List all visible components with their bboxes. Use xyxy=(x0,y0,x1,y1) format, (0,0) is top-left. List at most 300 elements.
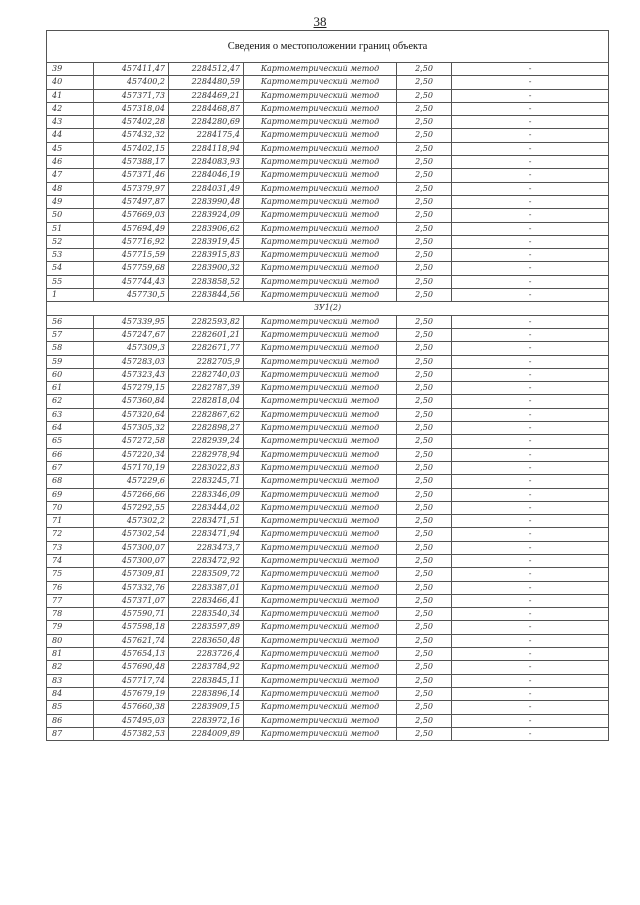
table-row xyxy=(47,568,609,581)
y-coordinate: 2283909,15 xyxy=(169,701,244,714)
x-coordinate: 457371,46 xyxy=(94,169,169,182)
y-coordinate: 2282867,62 xyxy=(169,408,244,421)
y-coordinate: 2283844,56 xyxy=(169,289,244,302)
table-row xyxy=(47,355,609,368)
method: Картометрический метод xyxy=(244,129,397,142)
point-number: 58 xyxy=(47,342,94,355)
y-coordinate: 2282787,39 xyxy=(169,382,244,395)
y-coordinate: 2283924,09 xyxy=(169,209,244,222)
accuracy: 2,50 xyxy=(397,488,452,501)
x-coordinate: 457339,95 xyxy=(94,315,169,328)
method: Картометрический метод xyxy=(244,422,397,435)
y-coordinate: 2284009,89 xyxy=(169,727,244,740)
method: Картометрический метод xyxy=(244,501,397,514)
y-coordinate: 2284468,87 xyxy=(169,102,244,115)
point-number: 52 xyxy=(47,235,94,248)
method: Картометрический метод xyxy=(244,674,397,687)
x-coordinate: 457590,71 xyxy=(94,608,169,621)
method: Картометрический метод xyxy=(244,727,397,740)
description: - xyxy=(452,169,609,182)
description: - xyxy=(452,102,609,115)
y-coordinate: 2284046,19 xyxy=(169,169,244,182)
accuracy: 2,50 xyxy=(397,674,452,687)
point-number: 55 xyxy=(47,275,94,288)
table-row xyxy=(47,382,609,395)
y-coordinate: 2283346,09 xyxy=(169,488,244,501)
method: Картометрический метод xyxy=(244,488,397,501)
table-row xyxy=(47,315,609,328)
description: - xyxy=(452,249,609,262)
point-number: 47 xyxy=(47,169,94,182)
y-coordinate: 2283906,62 xyxy=(169,222,244,235)
table-row xyxy=(47,714,609,727)
accuracy: 2,50 xyxy=(397,408,452,421)
point-number: 51 xyxy=(47,222,94,235)
section-row xyxy=(47,302,609,315)
method: Картометрический метод xyxy=(244,714,397,727)
point-number: 49 xyxy=(47,195,94,208)
description: - xyxy=(452,129,609,142)
table-row xyxy=(47,395,609,408)
x-coordinate: 457669,03 xyxy=(94,209,169,222)
table-row xyxy=(47,235,609,248)
method: Картометрический метод xyxy=(244,608,397,621)
method: Картометрический метод xyxy=(244,342,397,355)
description: - xyxy=(452,275,609,288)
table-row xyxy=(47,727,609,740)
accuracy: 2,50 xyxy=(397,448,452,461)
x-coordinate: 457300,07 xyxy=(94,541,169,554)
accuracy: 2,50 xyxy=(397,89,452,102)
y-coordinate: 2282740,03 xyxy=(169,368,244,381)
section-label: ЗУ1(2) xyxy=(47,302,609,315)
accuracy: 2,50 xyxy=(397,541,452,554)
x-coordinate: 457272,58 xyxy=(94,435,169,448)
description: - xyxy=(452,554,609,567)
accuracy: 2,50 xyxy=(397,461,452,474)
accuracy: 2,50 xyxy=(397,568,452,581)
method: Картометрический метод xyxy=(244,328,397,341)
point-number: 39 xyxy=(47,63,94,76)
y-coordinate: 2283900,32 xyxy=(169,262,244,275)
description: - xyxy=(452,315,609,328)
x-coordinate: 457660,38 xyxy=(94,701,169,714)
x-coordinate: 457302,54 xyxy=(94,528,169,541)
accuracy: 2,50 xyxy=(397,368,452,381)
description: - xyxy=(452,648,609,661)
accuracy: 2,50 xyxy=(397,714,452,727)
x-coordinate: 457716,92 xyxy=(94,235,169,248)
point-number: 62 xyxy=(47,395,94,408)
table-row xyxy=(47,448,609,461)
description: - xyxy=(452,76,609,89)
table-row xyxy=(47,475,609,488)
table-row xyxy=(47,541,609,554)
y-coordinate: 2282818,04 xyxy=(169,395,244,408)
description: - xyxy=(452,461,609,474)
description: - xyxy=(452,528,609,541)
method: Картометрический метод xyxy=(244,63,397,76)
description: - xyxy=(452,661,609,674)
table-row xyxy=(47,435,609,448)
accuracy: 2,50 xyxy=(397,116,452,129)
x-coordinate: 457292,55 xyxy=(94,501,169,514)
page-number: 38 xyxy=(313,14,327,29)
point-number: 72 xyxy=(47,528,94,541)
x-coordinate: 457379,97 xyxy=(94,182,169,195)
table-row xyxy=(47,169,609,182)
point-number: 79 xyxy=(47,621,94,634)
y-coordinate: 2283726,4 xyxy=(169,648,244,661)
accuracy: 2,50 xyxy=(397,608,452,621)
y-coordinate: 2283896,14 xyxy=(169,687,244,700)
x-coordinate: 457402,28 xyxy=(94,116,169,129)
accuracy: 2,50 xyxy=(397,661,452,674)
accuracy: 2,50 xyxy=(397,687,452,700)
accuracy: 2,50 xyxy=(397,102,452,115)
x-coordinate: 457309,3 xyxy=(94,342,169,355)
method: Картометрический метод xyxy=(244,209,397,222)
point-number: 71 xyxy=(47,515,94,528)
point-number: 74 xyxy=(47,554,94,567)
point-number: 40 xyxy=(47,76,94,89)
description: - xyxy=(452,727,609,740)
point-number: 57 xyxy=(47,328,94,341)
y-coordinate: 2284280,69 xyxy=(169,116,244,129)
method: Картометрический метод xyxy=(244,142,397,155)
table-title-row xyxy=(47,31,609,63)
description: - xyxy=(452,262,609,275)
table-row xyxy=(47,275,609,288)
accuracy: 2,50 xyxy=(397,342,452,355)
y-coordinate: 2282978,94 xyxy=(169,448,244,461)
description: - xyxy=(452,382,609,395)
y-coordinate: 2282593,82 xyxy=(169,315,244,328)
method: Картометрический метод xyxy=(244,621,397,634)
description: - xyxy=(452,475,609,488)
point-number: 70 xyxy=(47,501,94,514)
point-number: 1 xyxy=(47,289,94,302)
method: Картометрический метод xyxy=(244,382,397,395)
x-coordinate: 457332,76 xyxy=(94,581,169,594)
y-coordinate: 2283972,16 xyxy=(169,714,244,727)
point-number: 80 xyxy=(47,634,94,647)
accuracy: 2,50 xyxy=(397,422,452,435)
method: Картометрический метод xyxy=(244,368,397,381)
description: - xyxy=(452,634,609,647)
method: Картометрический метод xyxy=(244,701,397,714)
description: - xyxy=(452,608,609,621)
y-coordinate: 2282898,27 xyxy=(169,422,244,435)
table-row xyxy=(47,289,609,302)
method: Картометрический метод xyxy=(244,195,397,208)
accuracy: 2,50 xyxy=(397,355,452,368)
method: Картометрический метод xyxy=(244,594,397,607)
method: Картометрический метод xyxy=(244,395,397,408)
x-coordinate: 457432,32 xyxy=(94,129,169,142)
method: Картометрический метод xyxy=(244,169,397,182)
point-number: 82 xyxy=(47,661,94,674)
point-number: 68 xyxy=(47,475,94,488)
table-row xyxy=(47,342,609,355)
accuracy: 2,50 xyxy=(397,315,452,328)
x-coordinate: 457598,18 xyxy=(94,621,169,634)
method: Картометрический метод xyxy=(244,275,397,288)
y-coordinate: 2283915,83 xyxy=(169,249,244,262)
table-row xyxy=(47,142,609,155)
x-coordinate: 457411,47 xyxy=(94,63,169,76)
description: - xyxy=(452,448,609,461)
method: Картометрический метод xyxy=(244,89,397,102)
point-number: 50 xyxy=(47,209,94,222)
x-coordinate: 457279,15 xyxy=(94,382,169,395)
x-coordinate: 457730,5 xyxy=(94,289,169,302)
y-coordinate: 2283472,92 xyxy=(169,554,244,567)
accuracy: 2,50 xyxy=(397,63,452,76)
method: Картометрический метод xyxy=(244,249,397,262)
method: Картометрический метод xyxy=(244,235,397,248)
table-row xyxy=(47,368,609,381)
point-number: 41 xyxy=(47,89,94,102)
accuracy: 2,50 xyxy=(397,554,452,567)
point-number: 43 xyxy=(47,116,94,129)
point-number: 83 xyxy=(47,674,94,687)
method: Картометрический метод xyxy=(244,262,397,275)
x-coordinate: 457400,2 xyxy=(94,76,169,89)
y-coordinate: 2283471,94 xyxy=(169,528,244,541)
description: - xyxy=(452,142,609,155)
y-coordinate: 2283858,52 xyxy=(169,275,244,288)
table-row xyxy=(47,116,609,129)
x-coordinate: 457690,48 xyxy=(94,661,169,674)
method: Картометрический метод xyxy=(244,554,397,567)
table-row xyxy=(47,195,609,208)
table-row xyxy=(47,102,609,115)
y-coordinate: 2284083,93 xyxy=(169,156,244,169)
y-coordinate: 2283509,72 xyxy=(169,568,244,581)
x-coordinate: 457323,43 xyxy=(94,368,169,381)
x-coordinate: 457220,34 xyxy=(94,448,169,461)
table-row xyxy=(47,249,609,262)
accuracy: 2,50 xyxy=(397,169,452,182)
method: Картометрический метод xyxy=(244,648,397,661)
point-number: 44 xyxy=(47,129,94,142)
y-coordinate: 2284512,47 xyxy=(169,63,244,76)
accuracy: 2,50 xyxy=(397,648,452,661)
description: - xyxy=(452,156,609,169)
accuracy: 2,50 xyxy=(397,222,452,235)
description: - xyxy=(452,395,609,408)
accuracy: 2,50 xyxy=(397,501,452,514)
x-coordinate: 457744,43 xyxy=(94,275,169,288)
method: Картометрический метод xyxy=(244,315,397,328)
y-coordinate: 2283597,89 xyxy=(169,621,244,634)
accuracy: 2,50 xyxy=(397,515,452,528)
description: - xyxy=(452,488,609,501)
point-number: 85 xyxy=(47,701,94,714)
table-row xyxy=(47,594,609,607)
accuracy: 2,50 xyxy=(397,235,452,248)
description: - xyxy=(452,674,609,687)
y-coordinate: 2282601,21 xyxy=(169,328,244,341)
accuracy: 2,50 xyxy=(397,209,452,222)
x-coordinate: 457170,19 xyxy=(94,461,169,474)
method: Картометрический метод xyxy=(244,661,397,674)
description: - xyxy=(452,541,609,554)
table-row xyxy=(47,63,609,76)
accuracy: 2,50 xyxy=(397,395,452,408)
x-coordinate: 457360,84 xyxy=(94,395,169,408)
description: - xyxy=(452,209,609,222)
description: - xyxy=(452,222,609,235)
method: Картометрический метод xyxy=(244,634,397,647)
point-number: 46 xyxy=(47,156,94,169)
point-number: 87 xyxy=(47,727,94,740)
x-coordinate: 457300,07 xyxy=(94,554,169,567)
x-coordinate: 457717,74 xyxy=(94,674,169,687)
point-number: 81 xyxy=(47,648,94,661)
table-row xyxy=(47,701,609,714)
table-row xyxy=(47,648,609,661)
x-coordinate: 457654,13 xyxy=(94,648,169,661)
description: - xyxy=(452,621,609,634)
description: - xyxy=(452,435,609,448)
point-number: 76 xyxy=(47,581,94,594)
x-coordinate: 457402,15 xyxy=(94,142,169,155)
x-coordinate: 457371,73 xyxy=(94,89,169,102)
description: - xyxy=(452,594,609,607)
method: Картометрический метод xyxy=(244,222,397,235)
method: Картометрический метод xyxy=(244,448,397,461)
description: - xyxy=(452,714,609,727)
table-row xyxy=(47,608,609,621)
x-coordinate: 457495,03 xyxy=(94,714,169,727)
accuracy: 2,50 xyxy=(397,621,452,634)
method: Картометрический метод xyxy=(244,182,397,195)
point-number: 75 xyxy=(47,568,94,581)
table-row xyxy=(47,422,609,435)
point-number: 86 xyxy=(47,714,94,727)
description: - xyxy=(452,182,609,195)
y-coordinate: 2282939,24 xyxy=(169,435,244,448)
point-number: 56 xyxy=(47,315,94,328)
description: - xyxy=(452,289,609,302)
accuracy: 2,50 xyxy=(397,142,452,155)
table-row xyxy=(47,461,609,474)
point-number: 54 xyxy=(47,262,94,275)
table-row xyxy=(47,687,609,700)
accuracy: 2,50 xyxy=(397,727,452,740)
table-row xyxy=(47,634,609,647)
description: - xyxy=(452,501,609,514)
description: - xyxy=(452,422,609,435)
x-coordinate: 457247,67 xyxy=(94,328,169,341)
table-row xyxy=(47,222,609,235)
method: Картометрический метод xyxy=(244,515,397,528)
accuracy: 2,50 xyxy=(397,129,452,142)
method: Картометрический метод xyxy=(244,528,397,541)
accuracy: 2,50 xyxy=(397,475,452,488)
y-coordinate: 2283471,51 xyxy=(169,515,244,528)
point-number: 65 xyxy=(47,435,94,448)
accuracy: 2,50 xyxy=(397,76,452,89)
y-coordinate: 2283540,34 xyxy=(169,608,244,621)
table-row xyxy=(47,156,609,169)
y-coordinate: 2283466,41 xyxy=(169,594,244,607)
method: Картометрический метод xyxy=(244,475,397,488)
method: Картометрический метод xyxy=(244,687,397,700)
y-coordinate: 2283387,01 xyxy=(169,581,244,594)
description: - xyxy=(452,116,609,129)
point-number: 60 xyxy=(47,368,94,381)
x-coordinate: 457694,49 xyxy=(94,222,169,235)
table-row xyxy=(47,182,609,195)
point-number: 61 xyxy=(47,382,94,395)
point-number: 77 xyxy=(47,594,94,607)
table-row xyxy=(47,76,609,89)
table-row xyxy=(47,661,609,674)
accuracy: 2,50 xyxy=(397,182,452,195)
description: - xyxy=(452,63,609,76)
accuracy: 2,50 xyxy=(397,195,452,208)
method: Картометрический метод xyxy=(244,408,397,421)
accuracy: 2,50 xyxy=(397,262,452,275)
description: - xyxy=(452,89,609,102)
y-coordinate: 2283473,7 xyxy=(169,541,244,554)
x-coordinate: 457497,87 xyxy=(94,195,169,208)
method: Картометрический метод xyxy=(244,116,397,129)
accuracy: 2,50 xyxy=(397,581,452,594)
table-row xyxy=(47,488,609,501)
point-number: 48 xyxy=(47,182,94,195)
method: Картометрический метод xyxy=(244,541,397,554)
y-coordinate: 2284118,94 xyxy=(169,142,244,155)
description: - xyxy=(452,687,609,700)
accuracy: 2,50 xyxy=(397,328,452,341)
x-coordinate: 457759,68 xyxy=(94,262,169,275)
y-coordinate: 2283650,48 xyxy=(169,634,244,647)
method: Картометрический метод xyxy=(244,156,397,169)
point-number: 69 xyxy=(47,488,94,501)
table-row xyxy=(47,501,609,514)
table-row xyxy=(47,408,609,421)
table-row xyxy=(47,89,609,102)
accuracy: 2,50 xyxy=(397,289,452,302)
point-number: 64 xyxy=(47,422,94,435)
table-row xyxy=(47,515,609,528)
description: - xyxy=(452,355,609,368)
method: Картометрический метод xyxy=(244,568,397,581)
y-coordinate: 2284175,4 xyxy=(169,129,244,142)
x-coordinate: 457266,66 xyxy=(94,488,169,501)
x-coordinate: 457309,81 xyxy=(94,568,169,581)
y-coordinate: 2283919,45 xyxy=(169,235,244,248)
description: - xyxy=(452,328,609,341)
x-coordinate: 457320,64 xyxy=(94,408,169,421)
method: Картометрический метод xyxy=(244,76,397,89)
method: Картометрический метод xyxy=(244,102,397,115)
x-coordinate: 457679,19 xyxy=(94,687,169,700)
point-number: 63 xyxy=(47,408,94,421)
table-row xyxy=(47,674,609,687)
table-title: Сведения о местоположении границ объекта xyxy=(47,31,609,63)
x-coordinate: 457305,32 xyxy=(94,422,169,435)
point-number: 42 xyxy=(47,102,94,115)
y-coordinate: 2283022,83 xyxy=(169,461,244,474)
y-coordinate: 2283245,71 xyxy=(169,475,244,488)
table-row xyxy=(47,621,609,634)
description: - xyxy=(452,581,609,594)
